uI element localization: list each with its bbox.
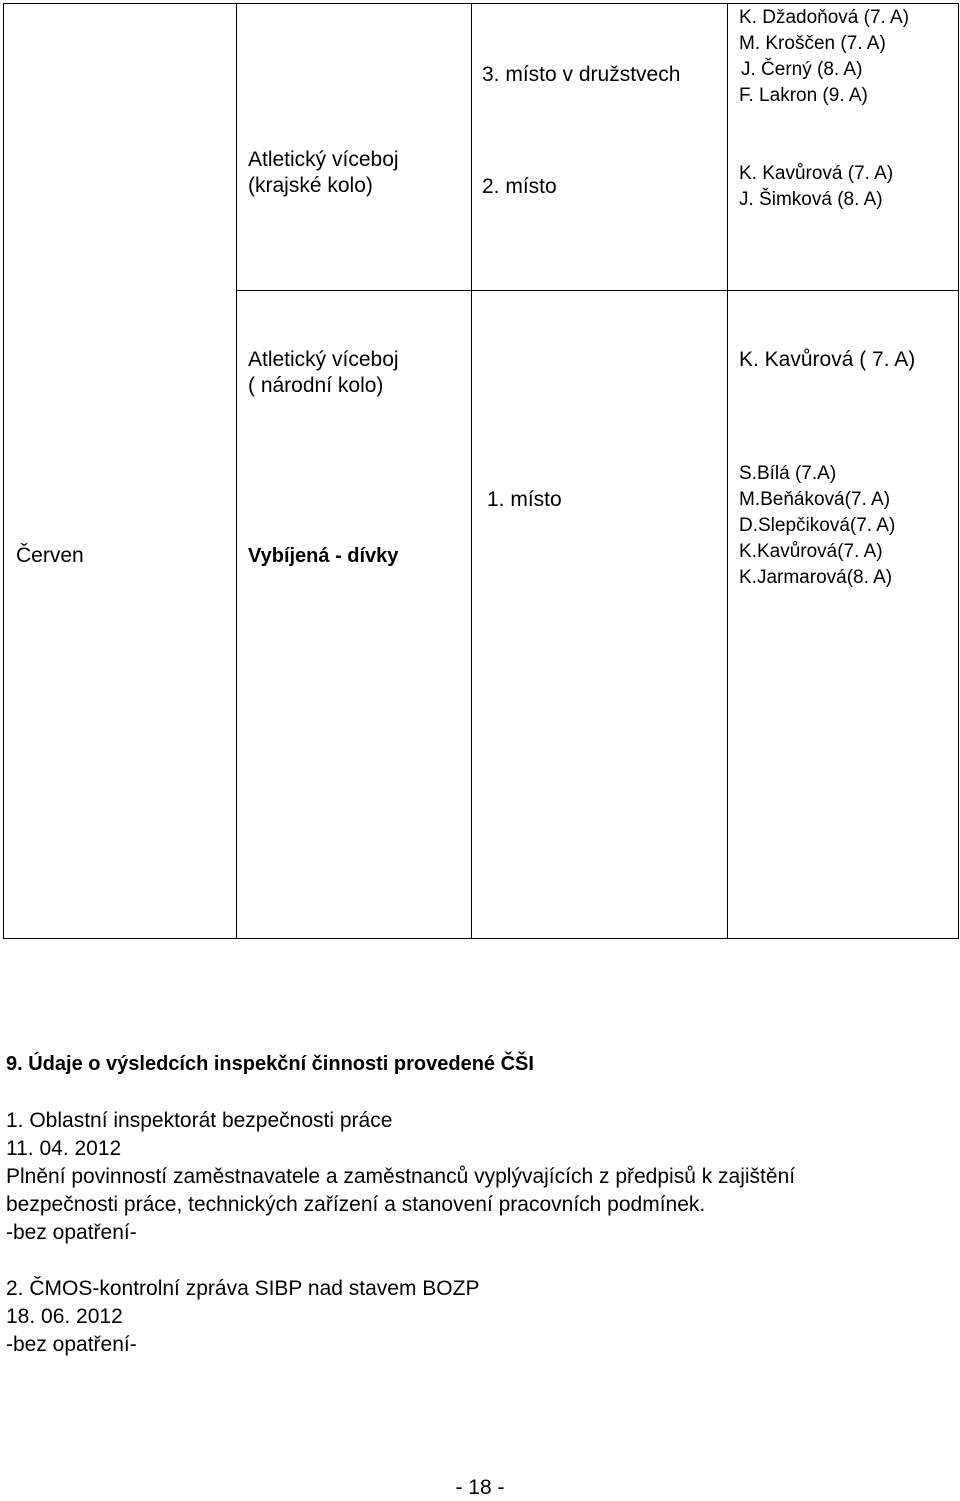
table-border-right [958,3,959,939]
participant: K.Jarmarová(8. A) [739,567,893,588]
event-cell [248,347,399,399]
inspection-item-title: 2. ČMOS-kontrolní zpráva SIBP nad stavem BOZP [6,1277,480,1300]
event-cell: Vybíjená - dívky [248,545,399,567]
event-line: Atletický víceboj [248,148,399,171]
participant: J. Černý (8. A) [741,59,863,80]
participant: K.Kavůrová(7. A) [739,541,883,562]
table-divider-1 [236,3,237,939]
inspection-item-title: 1. Oblastní inspektorát bezpečnosti práce [6,1109,393,1132]
participants-cell [739,161,893,213]
participant: D.Slepčiková(7. A) [739,515,896,536]
table-divider-2 [471,3,472,939]
event-line: Atletický víceboj [248,348,399,371]
table-border-left [3,3,4,939]
inspection-item-result: -bez opatření- [6,1221,137,1244]
event-line: ( národní kolo) [248,374,384,397]
participants-cell [739,461,895,591]
participant: M. Kroščen (7. A) [739,33,886,54]
table-border-top [3,3,959,4]
participant: S.Bílá (7.A) [739,463,837,484]
placement-cell: 1. místo [487,488,562,511]
participants-cell [739,5,909,109]
table-divider-3 [727,3,728,939]
month-cell: Červen [16,544,84,567]
participant: M.Beňáková(7. A) [739,489,891,510]
participant: J. Šimková (8. A) [739,189,883,210]
inspection-item-description: Plnění povinností zaměstnavatele a zaměstnanců vyplývajících z předpisů k zajištění [6,1165,796,1188]
participant: K. Kavůrová (7. A) [739,163,894,184]
inspection-item-result: -bez opatření- [6,1333,137,1356]
inspection-item-description: bezpečnosti práce, technických zařízení a stanovení pracovních podmínek. [6,1193,706,1216]
placement-cell: 3. místo v družstvech [482,63,681,86]
participant: K. Džadoňová (7. A) [739,7,910,28]
inspection-item-date: 18. 06. 2012 [6,1305,123,1328]
inspection-item-date: 11. 04. 2012 [6,1137,122,1160]
table-row-divider [236,290,959,291]
event-line: (krajské kolo) [248,174,373,197]
participants-cell: K. Kavůrová ( 7. A) [739,348,916,371]
page-number: - 18 - [455,1476,505,1499]
placement-cell: 2. místo [482,175,557,198]
table-border-bottom [3,938,959,939]
participant: F. Lakron (9. A) [739,85,868,106]
section-heading: 9. Údaje o výsledcích inspekční činnosti provedené ČŠI [6,1053,534,1075]
event-cell [248,147,399,199]
